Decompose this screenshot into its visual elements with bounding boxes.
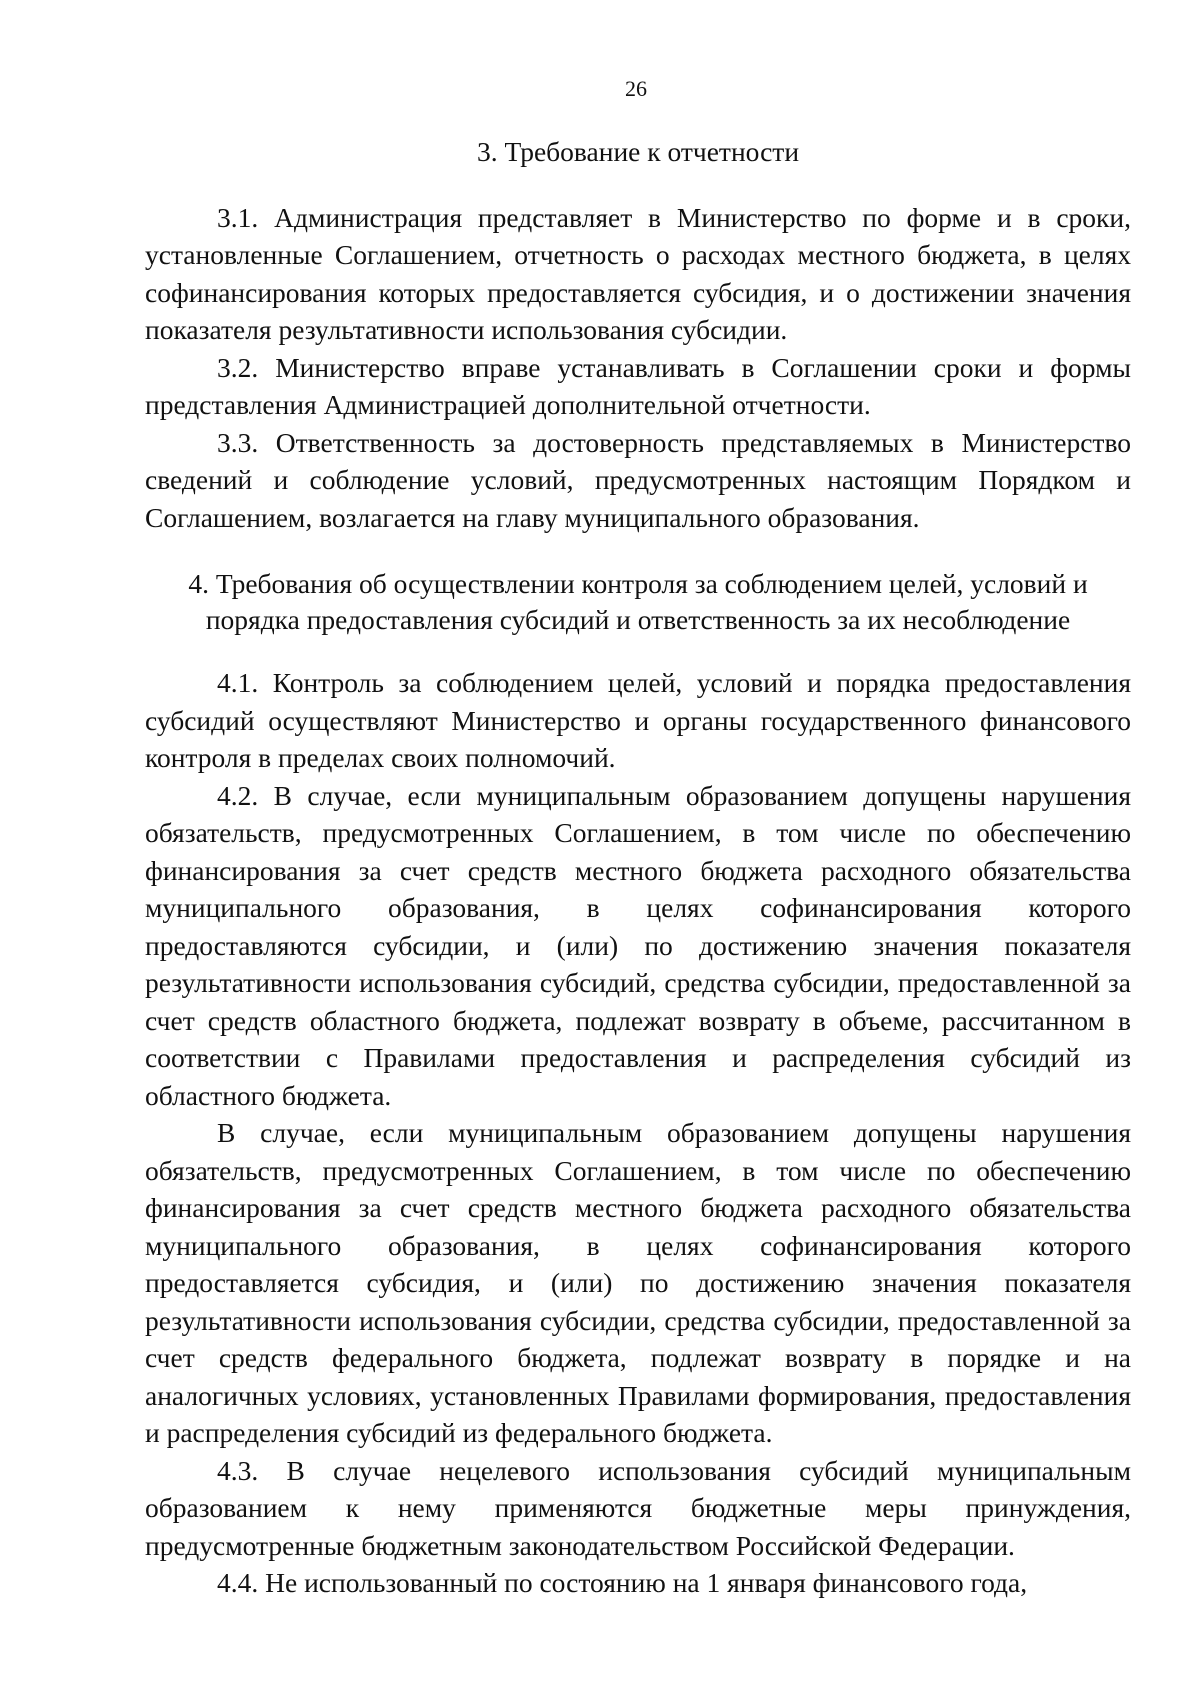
paragraph-3-3: 3.3. Ответственность за достоверность представляемых в Министерство сведений и соблюдение условий, предусмотренных настоящим Порядком и Соглашением, возлагается на главу муниципального образования. (145, 426, 1131, 533)
paragraph-4-2-continued: В случае, если муниципальным образованием допущены нарушения обязательств, предусмотренных Соглашением, в том числе по обеспечению финансирования за счет средств местного бюджета расходного обязательства муниципального образования, в целях софинансирования которого предоставляется субсидия, и (или) по достижению значения показателя результативности использования субсидии, средства субсидии, предоставленной за счет средств федерального бюджета, подлежат возврату в порядке и на аналогичных условиях, установленных Правилами формирования, предоставления и распределения субсидий из федерального бюджета. (145, 1117, 1131, 1448)
paragraph-4-2: 4.2. В случае, если муниципальным образованием допущены нарушения обязательств, предусмотренных Соглашением, в том числе по обеспечению финансирования за счет средств местного бюджета расходного обязательства муниципального образования, в целях софинансирования которого предоставляются субсидии, и (или) по достижению значения показателя результативности использования субсидий, средства субсидии, предоставленной за счет средств областного бюджета, подлежат возврату в объеме, рассчитанном в соответствии с Правилами предоставления и распределения субсидий из областного бюджета. (145, 779, 1131, 1111)
paragraph-3-2: 3.2. Министерство вправе устанавливать в Соглашении сроки и формы представления Администрацией дополнительной отчетности. (145, 351, 1131, 420)
paragraph-3-1: 3.1. Администрация представляет в Министерство по форме и в сроки, установленные Соглашением, отчетность о расходах местного бюджета, в целях софинансирования которых предоставляется субсидия, и о достижении значения показателя результативности использования субсидии. (145, 201, 1131, 345)
paragraph-4-1: 4.1. Контроль за соблюдением целей, условий и порядка предоставления субсидий осуществляют Министерство и органы государственного финансового контроля в пределах своих полномочий. (145, 667, 1131, 773)
page-number: 26 (625, 76, 647, 101)
paragraph-4-4: 4.4. Не использованный по состоянию на 1 января финансового года, (217, 1567, 1028, 1598)
section-3-heading: 3. Требование к отчетности (476, 136, 800, 167)
section-4-heading: 4. Требования об осуществлении контроля за соблюдением целей, условий и порядка предоставления субсидий и ответственность за их несоблюдение (188, 568, 1088, 635)
paragraph-4-3: 4.3. В случае нецелевого использования субсидий муниципальным образованием к нему применяются бюджетные меры принуждения, предусмотренные бюджетным законодательством Российской Федерации. (145, 1454, 1131, 1561)
document-body (145, 133, 1131, 1602)
